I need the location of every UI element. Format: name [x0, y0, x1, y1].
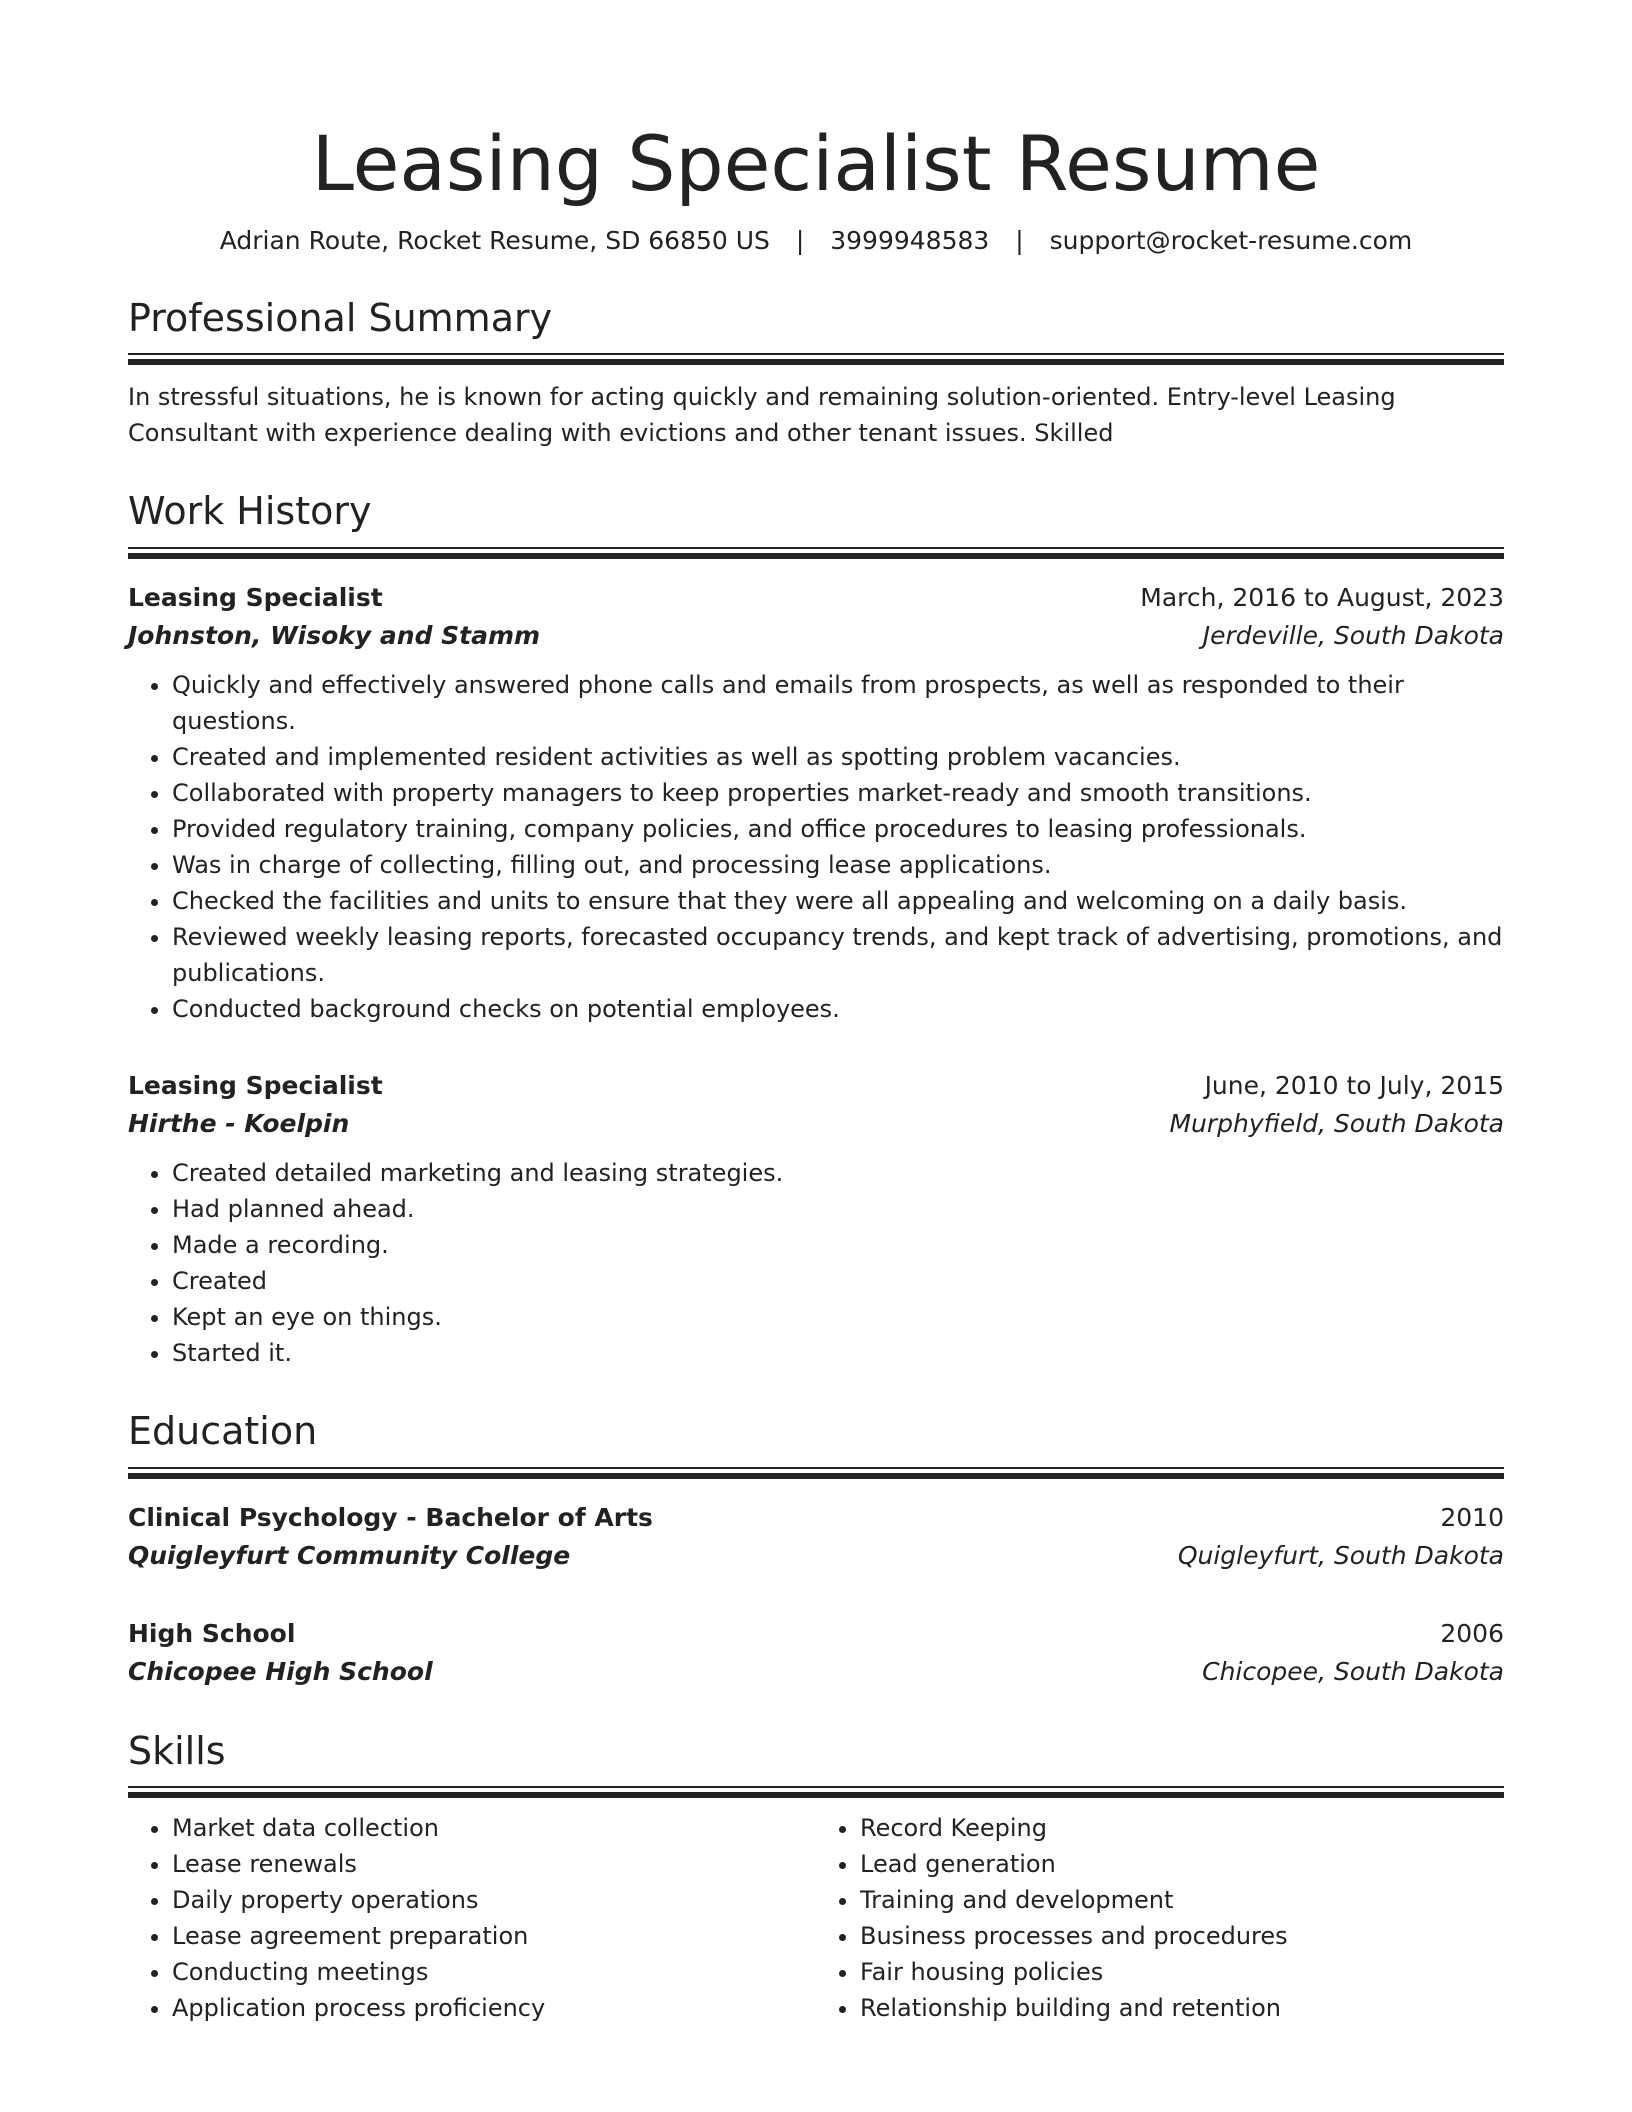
education-degree: Clinical Psychology - Bachelor of Arts: [128, 1502, 653, 1532]
list-item: • Training and development: [860, 1882, 1504, 1918]
skills-section: [128, 1729, 1504, 2027]
job-dates: June, 2010 to July, 2015: [1204, 1071, 1504, 1101]
list-item: • Reviewed weekly leasing reports, forecasted occupancy trends, and kept track of advertising, promotions, and publications.: [172, 919, 1504, 991]
list-item: • Created detailed marketing and leasing strategies.: [172, 1155, 1504, 1191]
skills-grid: [128, 1810, 1504, 2026]
summary-section: [128, 296, 1504, 452]
job-title: Leasing Specialist: [128, 583, 383, 613]
list-item: • Started it.: [172, 1335, 1504, 1371]
work-history-section: [128, 489, 1504, 1371]
job-title: Leasing Specialist: [128, 1071, 383, 1101]
education-degree: High School: [128, 1618, 296, 1648]
section-heading: Professional Summary: [128, 295, 553, 340]
list-item: • Had planned ahead.: [172, 1191, 1504, 1227]
education-school-row: [128, 1537, 1504, 1575]
section-divider: [128, 1786, 1504, 1798]
skills-list-right: [816, 1810, 1504, 2026]
contact-address: Adrian Route, Rocket Resume, SD 66850 US: [219, 226, 770, 256]
contact-phone: 3999948583: [830, 226, 990, 256]
education-school-row: [128, 1653, 1504, 1691]
list-item: • Created and implemented resident activities as well as spotting problem vacancies.: [172, 739, 1504, 775]
job-dates: March, 2016 to August, 2023: [1140, 583, 1504, 613]
list-item: • Fair housing policies: [860, 1954, 1504, 1990]
list-item: • Checked the facilities and units to ensure that they were all appealing and welcoming on a daily basis.: [172, 883, 1504, 919]
list-item: • Conducted background checks on potential employees.: [172, 991, 1504, 1027]
section-divider: [128, 547, 1504, 559]
skills-list-left: [128, 1810, 816, 2026]
contact-separator: |: [1015, 226, 1024, 256]
job-location: Murphyfield, South Dakota: [1169, 1109, 1504, 1139]
job-company-row: [128, 1105, 1504, 1143]
list-item: • Made a recording.: [172, 1227, 1504, 1263]
job-header-row: [128, 1067, 1504, 1105]
list-item: • Daily property operations: [172, 1882, 816, 1918]
job-entry: [128, 579, 1504, 1027]
list-item: • Collaborated with property managers to keep properties market-ready and smooth transitions.: [172, 775, 1504, 811]
education-section: [128, 1409, 1504, 1691]
job-company: Johnston, Wisoky and Stamm: [128, 621, 541, 651]
resume-title: Leasing Specialist Resume: [311, 119, 1321, 208]
education-entry: [128, 1499, 1504, 1575]
job-company-row: [128, 617, 1504, 655]
job-location: Jerdeville, South Dakota: [1202, 621, 1504, 651]
education-header-row: [128, 1615, 1504, 1653]
education-location: Chicopee, South Dakota: [1202, 1656, 1504, 1686]
list-item: • Relationship building and retention: [860, 1990, 1504, 2026]
list-item: • Lead generation: [860, 1846, 1504, 1882]
list-item: • Quickly and effectively answered phone calls and emails from prospects, as well as responded to their questions.: [172, 667, 1504, 739]
list-item: • Was in charge of collecting, filling out, and processing lease applications.: [172, 847, 1504, 883]
summary-text: In stressful situations, he is known for acting quickly and remaining solution-oriented. Entry-level Leasing Consultant with experience dealing with evictions and other tenant issues. Skilled: [128, 383, 1396, 448]
education-location: Quigleyfurt, South Dakota: [1177, 1540, 1504, 1570]
list-item: • Conducting meetings: [172, 1954, 816, 1990]
list-item: • Created: [172, 1263, 1504, 1299]
contact-email: support@rocket-resume.com: [1049, 226, 1413, 256]
contact-line: [128, 225, 1504, 258]
job-header-row: [128, 579, 1504, 617]
contact-separator: |: [795, 226, 805, 256]
list-item: • Lease renewals: [172, 1846, 816, 1882]
job-company: Hirthe - Koelpin: [128, 1109, 350, 1139]
education-school: Chicopee High School: [128, 1656, 433, 1686]
job-entry: [128, 1067, 1504, 1371]
education-year: 2006: [1440, 1618, 1504, 1648]
section-divider: [128, 1467, 1504, 1479]
list-item: • Kept an eye on things.: [172, 1299, 1504, 1335]
list-item: • Record Keeping: [860, 1810, 1504, 1846]
section-heading: Skills: [128, 1728, 226, 1773]
section-divider: [128, 353, 1504, 365]
list-item: • Lease agreement preparation: [172, 1918, 816, 1954]
list-item: • Provided regulatory training, company policies, and office procedures to leasing professionals.: [172, 811, 1504, 847]
list-item: • Market data collection: [172, 1810, 816, 1846]
job-bullet-list: [128, 1155, 1504, 1371]
education-header-row: [128, 1499, 1504, 1537]
education-year: 2010: [1440, 1502, 1504, 1532]
education-entry: [128, 1615, 1504, 1691]
section-heading: Work History: [128, 489, 372, 534]
section-heading: Education: [128, 1409, 318, 1454]
job-bullet-list: [128, 667, 1504, 1027]
list-item: • Application process proficiency: [172, 1990, 816, 2026]
list-item: • Business processes and procedures: [860, 1918, 1504, 1954]
education-school: Quigleyfurt Community College: [128, 1540, 571, 1570]
